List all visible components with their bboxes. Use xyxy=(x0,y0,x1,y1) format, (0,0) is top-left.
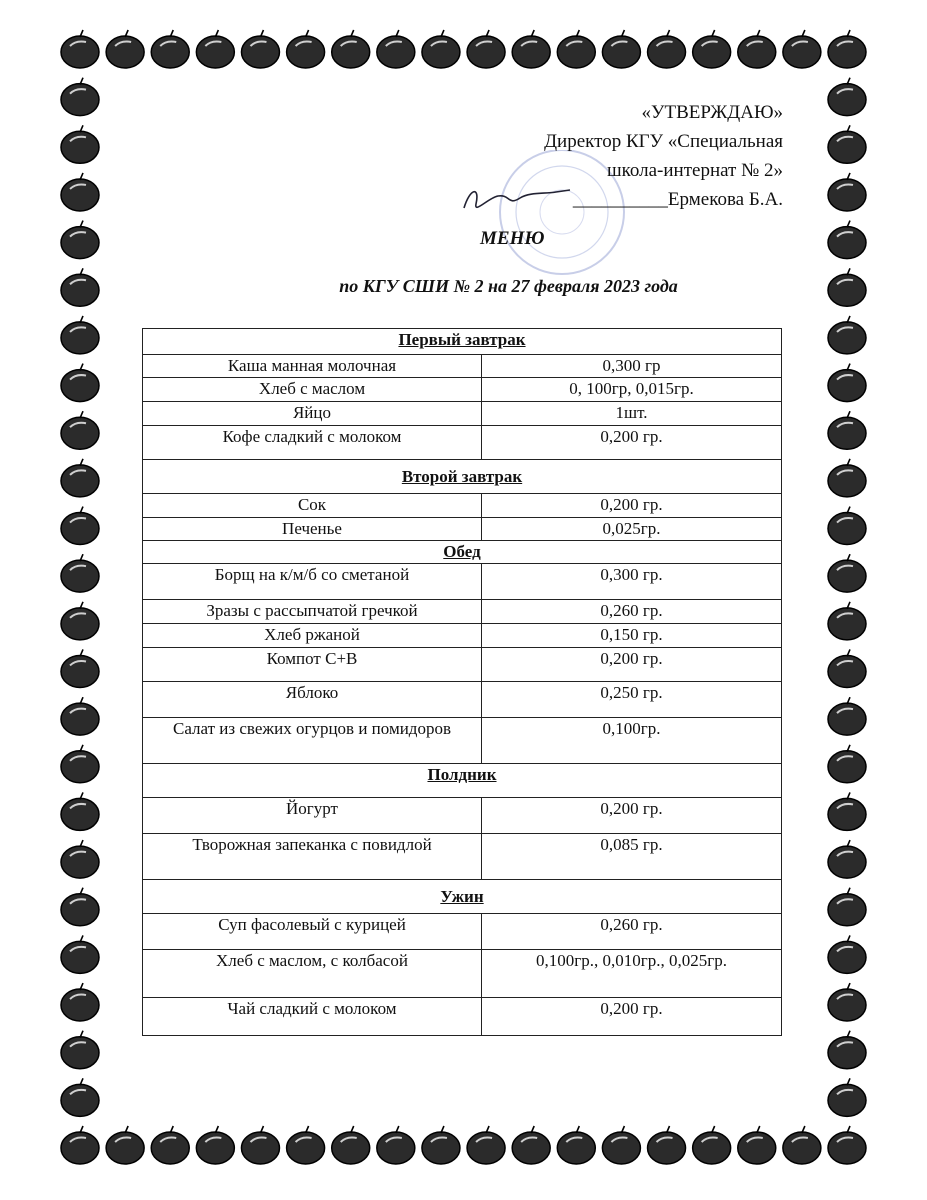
apple-icon xyxy=(602,1126,640,1164)
apple-icon xyxy=(467,30,505,68)
menu-item-row xyxy=(143,950,782,998)
menu-item-row xyxy=(143,718,782,764)
menu-item-row xyxy=(143,518,782,541)
apple-icon xyxy=(648,30,686,68)
apple-icon xyxy=(557,30,595,68)
apple-icon xyxy=(828,983,866,1021)
dish-name: Салат из свежих огурцов и помидоров xyxy=(143,718,482,764)
dish-name: Хлеб с маслом xyxy=(143,378,482,402)
apple-icon xyxy=(241,1126,279,1164)
dish-quantity: 0,100гр., 0,010гр., 0,025гр. xyxy=(482,950,782,998)
menu-item-row xyxy=(143,600,782,624)
apple-icon xyxy=(196,1126,234,1164)
apple-icon xyxy=(828,888,866,926)
menu-table xyxy=(142,328,782,1036)
dish-quantity: 1шт. xyxy=(482,402,782,426)
dish-quantity: 0,200 гр. xyxy=(482,648,782,682)
section-title: Обед xyxy=(143,541,782,564)
menu-item-row xyxy=(143,402,782,426)
dish-quantity: 0,260 гр. xyxy=(482,914,782,950)
apple-icon xyxy=(332,1126,370,1164)
menu-item-row xyxy=(143,426,782,460)
dish-name: Яблоко xyxy=(143,682,482,718)
page-title: МЕНЮ xyxy=(480,228,545,249)
apple-icon xyxy=(828,125,866,163)
dish-name: Каша манная молочная xyxy=(143,355,482,378)
dish-name: Хлеб с маслом, с колбасой xyxy=(143,950,482,998)
apple-icon xyxy=(828,697,866,735)
apple-icon xyxy=(61,1031,99,1069)
apple-icon xyxy=(332,30,370,68)
apple-icon xyxy=(61,983,99,1021)
dish-quantity: 0,150 гр. xyxy=(482,624,782,648)
apple-icon xyxy=(828,602,866,640)
approval-line-2: Директор КГУ «Специальная xyxy=(544,131,783,152)
dish-quantity: 0,250 гр. xyxy=(482,682,782,718)
section-row xyxy=(143,764,782,798)
apple-icon xyxy=(377,1126,415,1164)
apple-icon xyxy=(106,30,144,68)
section-row xyxy=(143,541,782,564)
dish-name: Печенье xyxy=(143,518,482,541)
menu-item-row xyxy=(143,682,782,718)
dish-name: Йогурт xyxy=(143,798,482,834)
apple-icon xyxy=(61,792,99,830)
dish-quantity: 0,260 гр. xyxy=(482,600,782,624)
apple-icon xyxy=(828,78,866,116)
apple-icon xyxy=(61,364,99,402)
apple-icon xyxy=(828,507,866,545)
section-title: Второй завтрак xyxy=(143,460,782,494)
section-row xyxy=(143,880,782,914)
apple-icon xyxy=(61,649,99,687)
apple-icon xyxy=(422,1126,460,1164)
apple-icon xyxy=(693,1126,731,1164)
menu-item-row xyxy=(143,624,782,648)
apple-icon xyxy=(61,30,99,68)
apple-icon xyxy=(828,935,866,973)
apple-icon xyxy=(61,459,99,497)
menu-item-row xyxy=(143,834,782,880)
apple-icon xyxy=(106,1126,144,1164)
apple-icon xyxy=(828,1031,866,1069)
section-title: Полдник xyxy=(143,764,782,798)
apple-icon xyxy=(61,840,99,878)
apple-icon xyxy=(467,1126,505,1164)
approval-block xyxy=(453,98,783,214)
dish-name: Яйцо xyxy=(143,402,482,426)
apple-icon xyxy=(738,30,776,68)
apple-icon xyxy=(287,30,325,68)
approval-line-1: «УТВЕРЖДАЮ» xyxy=(641,102,783,123)
apple-icon xyxy=(61,935,99,973)
approval-line-3: школа-интернат № 2» xyxy=(606,160,783,181)
apple-icon xyxy=(828,411,866,449)
apple-icon xyxy=(377,30,415,68)
apple-icon xyxy=(61,316,99,354)
menu-item-row xyxy=(143,494,782,518)
menu-item-row xyxy=(143,798,782,834)
apple-icon xyxy=(61,78,99,116)
section-row xyxy=(143,460,782,494)
apple-icon xyxy=(61,507,99,545)
dish-quantity: 0,300 гр xyxy=(482,355,782,378)
dish-name: Чай сладкий с молоком xyxy=(143,998,482,1036)
apple-icon xyxy=(61,1126,99,1164)
apple-icon xyxy=(828,554,866,592)
apple-icon xyxy=(61,888,99,926)
apple-icon xyxy=(828,745,866,783)
dish-quantity: 0,025гр. xyxy=(482,518,782,541)
apple-icon xyxy=(828,30,866,68)
apple-icon xyxy=(61,602,99,640)
apple-icon xyxy=(828,173,866,211)
apple-icon xyxy=(738,1126,776,1164)
menu-item-row xyxy=(143,355,782,378)
apple-icon xyxy=(828,316,866,354)
apple-icon xyxy=(61,411,99,449)
dish-quantity: 0,100гр. xyxy=(482,718,782,764)
apple-icon xyxy=(241,30,279,68)
apple-icon xyxy=(61,1078,99,1116)
apple-icon xyxy=(648,1126,686,1164)
dish-name: Творожная запеканка с повидлой xyxy=(143,834,482,880)
dish-quantity: 0,300 гр. xyxy=(482,564,782,600)
menu-item-row xyxy=(143,378,782,402)
menu-item-row xyxy=(143,914,782,950)
apple-icon xyxy=(828,221,866,259)
apple-icon xyxy=(61,125,99,163)
apple-icon xyxy=(828,840,866,878)
apple-icon xyxy=(828,1126,866,1164)
apple-icon xyxy=(422,30,460,68)
apple-icon xyxy=(828,649,866,687)
dish-name: Кофе сладкий с молоком xyxy=(143,426,482,460)
dish-name: Суп фасолевый с курицей xyxy=(143,914,482,950)
apple-icon xyxy=(828,459,866,497)
apple-icon xyxy=(61,554,99,592)
dish-name: Зразы с рассыпчатой гречкой xyxy=(143,600,482,624)
apple-icon xyxy=(557,1126,595,1164)
apple-icon xyxy=(828,1078,866,1116)
menu-item-row xyxy=(143,648,782,682)
section-row xyxy=(143,329,782,355)
section-title: Ужин xyxy=(143,880,782,914)
section-title: Первый завтрак xyxy=(143,329,782,355)
apple-icon xyxy=(512,30,550,68)
apple-icon xyxy=(196,30,234,68)
dish-name: Компот С+В xyxy=(143,648,482,682)
apple-icon xyxy=(512,1126,550,1164)
dish-quantity: 0, 100гр, 0,015гр. xyxy=(482,378,782,402)
apple-icon xyxy=(783,1126,821,1164)
apple-icon xyxy=(287,1126,325,1164)
apple-icon xyxy=(151,30,189,68)
dish-quantity: 0,200 гр. xyxy=(482,998,782,1036)
dish-quantity: 0,200 гр. xyxy=(482,426,782,460)
menu-item-row xyxy=(143,564,782,600)
dish-quantity: 0,085 гр. xyxy=(482,834,782,880)
dish-name: Хлеб ржаной xyxy=(143,624,482,648)
apple-icon xyxy=(61,745,99,783)
apple-icon xyxy=(828,364,866,402)
apple-icon xyxy=(61,221,99,259)
apple-icon xyxy=(61,173,99,211)
menu-item-row xyxy=(143,998,782,1036)
apple-icon xyxy=(828,792,866,830)
apple-icon xyxy=(61,697,99,735)
apple-icon xyxy=(602,30,640,68)
dish-name: Сок xyxy=(143,494,482,518)
dish-quantity: 0,200 гр. xyxy=(482,494,782,518)
approval-line-4: __________Ермекова Б.А. xyxy=(572,189,783,210)
apple-icon xyxy=(151,1126,189,1164)
dish-quantity: 0,200 гр. xyxy=(482,798,782,834)
dish-name: Борщ на к/м/б со сметаной xyxy=(143,564,482,600)
apple-icon xyxy=(693,30,731,68)
apple-icon xyxy=(783,30,821,68)
page-subtitle: по КГУ СШИ № 2 на 27 февраля 2023 года xyxy=(339,276,678,296)
